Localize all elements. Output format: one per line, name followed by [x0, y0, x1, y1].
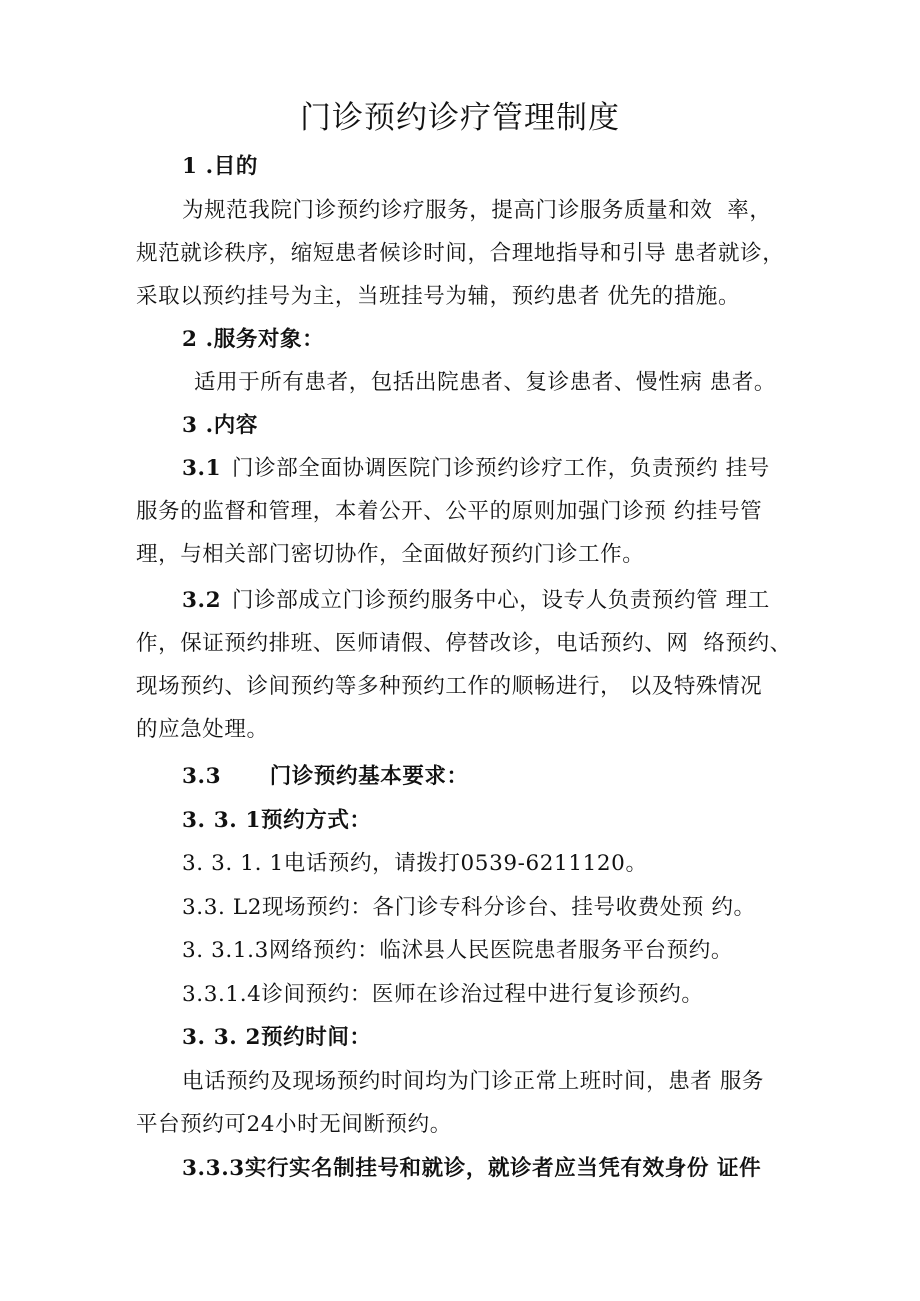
section-3-1-line-2: 服务的监督和管理，本着公开、公平的原则加强门诊预 约挂号管 — [136, 499, 763, 524]
document-title: 门诊预约诊疗管理制度 — [300, 100, 620, 136]
section-3-3-1-1: 3. 3. 1. 1电话预约，请拨打0539-6211120。 — [182, 851, 648, 876]
section-1-paragraph-line-1: 为规范我院门诊预约诊疗服务，提高门诊服务质量和效 率， — [182, 198, 772, 223]
section-3-3-1-3: 3. 3.1.3网络预约：临沭县人民医院患者服务平台预约。 — [182, 938, 733, 963]
section-3-3-1-heading: 3. 3. 1预约方式： — [182, 808, 372, 833]
section-3-3-1-2: 3.3. L2现场预约：各门诊专科分诊台、挂号收费处预 约。 — [182, 895, 756, 920]
section-3-3-heading: 3.3 门诊预约基本要求： — [182, 764, 469, 789]
section-3-2-line-3: 现场预约、诊间预约等多种预约工作的顺畅进行， 以及特殊情况 — [136, 674, 763, 699]
section-3-heading: 3 .内容 — [182, 413, 258, 438]
section-2-paragraph-line-1: 适用于所有患者，包括出院患者、复诊患者、慢性病 患者。 — [194, 370, 777, 395]
section-1-paragraph-line-3: 采取以预约挂号为主，当班挂号为辅，预约患者 优先的措施。 — [136, 284, 741, 309]
section-3-2-number: 3.2 — [182, 588, 222, 613]
section-3-2-line-4: 的应急处理。 — [136, 717, 269, 742]
section-3-3-2-line-2: 平台预约可24小时无间断预约。 — [136, 1112, 452, 1137]
section-3-1-number: 3.1 — [182, 456, 222, 481]
section-1-paragraph-line-2: 规范就诊秩序，缩短患者候诊时间，合理地指导和引导 患者就诊， — [136, 241, 785, 266]
section-2-heading: 2 .服务对象： — [182, 327, 325, 352]
section-3-3-1-4: 3.3.1.4诊间预约：医师在诊治过程中进行复诊预约。 — [182, 982, 704, 1007]
section-3-2-line-2: 作，保证预约排班、医师请假、停替改诊，电话预约、网 络预约、 — [136, 631, 792, 656]
section-3-1-line-1: 门诊部全面协调医院门诊预约诊疗工作，负责预约 挂号 — [232, 456, 770, 481]
section-1-heading: 1 .目的 — [182, 154, 258, 179]
section-3-3-3-line-1: 3.3.3实行实名制挂号和就诊，就诊者应当凭有效身份 证件 — [182, 1156, 762, 1181]
section-3-3-2-line-1: 电话预约及现场预约时间均为门诊正常上班时间，患者 服务 — [182, 1069, 765, 1094]
section-3-3-2-heading: 3. 3. 2预约时间： — [182, 1025, 372, 1050]
section-3-2-line-1: 门诊部成立门诊预约服务中心，设专人负责预约管 理工 — [232, 588, 770, 613]
section-3-1-line-3: 理，与相关部门密切协作，全面做好预约门诊工作。 — [136, 542, 645, 567]
